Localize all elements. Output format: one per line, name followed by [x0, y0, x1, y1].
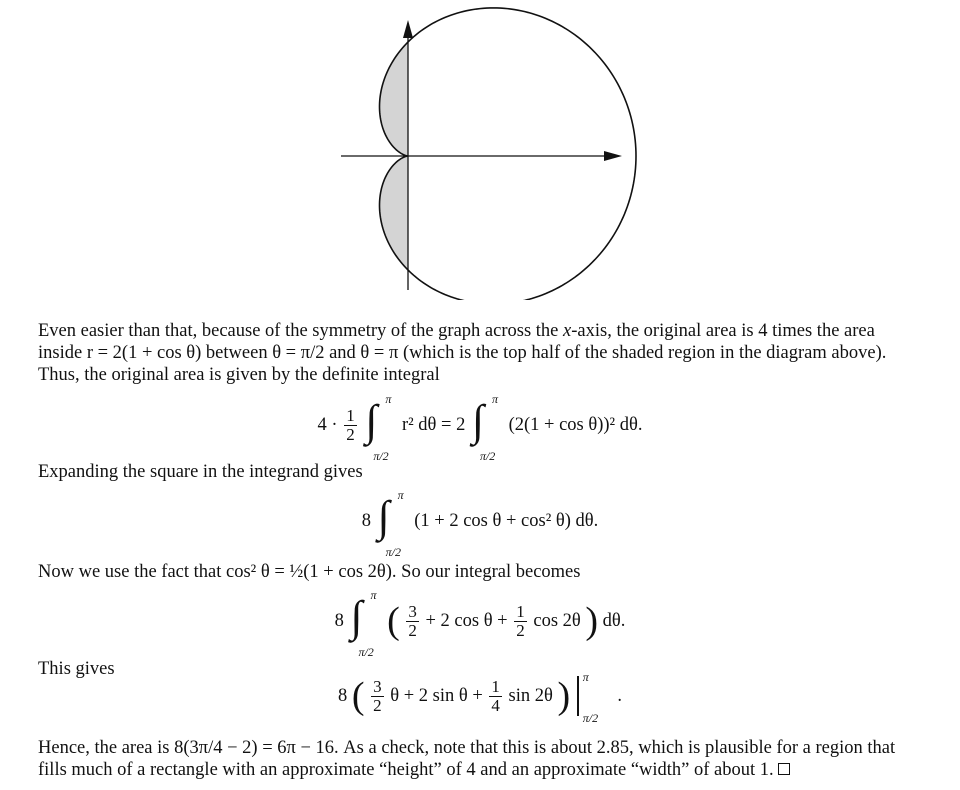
integral-sign: ∫ π π/2: [350, 588, 377, 659]
paragraph-text: Hence, the area is 8(3π/4 − 2) = 6π − 16. As a check, note that this is about 2.85, which is plausible for a region that: [38, 738, 896, 758]
equation-antiderivative: [0, 670, 960, 725]
cardioid-figure: [0, 0, 960, 300]
paragraph-text: fills much of a rectangle with an approximate “height” of 4 and an approximate “width” of about 1.: [38, 760, 774, 780]
evaluation-bar: π π/2: [577, 676, 579, 716]
right-paren: ): [557, 675, 571, 717]
fraction-one-half: $\frac{1}{2}$: [516, 601, 525, 640]
paragraph-identity: [38, 561, 938, 583]
left-paren: (: [387, 600, 400, 642]
fraction-one-half: $\frac{1}{2}$: [346, 405, 355, 444]
paragraph-text: -axis, the original area is 4 times the area: [571, 321, 875, 341]
equation-simplified: [0, 588, 960, 659]
eq-text: 8: [334, 610, 344, 631]
eq-text: + 2 cos θ +: [425, 610, 508, 631]
paragraph-text: Even easier than that, because of the symmetry of the graph across the: [38, 321, 564, 341]
fraction-three-halves: $\frac{3}{2}$: [408, 601, 417, 640]
eq-text: dθ.: [602, 610, 626, 631]
paragraph-text: Now we use the fact that cos² θ = ½(1 + cos 2θ). So our integral becomes: [38, 562, 581, 582]
integral-sign: ∫ π π/2: [365, 392, 392, 463]
eq-text: θ + 2 sin θ +: [390, 685, 483, 706]
eq-text: cos 2θ: [533, 610, 581, 631]
eq-text: 4 ·: [317, 414, 338, 435]
eq-text: (1 + 2 cos θ + cos² θ) dθ.: [414, 510, 599, 531]
cardioid-curve: [380, 8, 637, 300]
eq-text: r² dθ = 2: [401, 414, 466, 435]
equation-expanded: [0, 488, 960, 559]
y-axis-arrowhead: [403, 20, 413, 38]
equation-definite-integral: [0, 392, 960, 463]
variable-x: x: [563, 321, 572, 341]
eq-text: 8: [337, 685, 348, 706]
paragraph-text: inside r = 2(1 + cos θ) between θ = π/2 and θ = π (which is the top half of the shaded region in the diagram above).: [38, 343, 887, 363]
left-paren: (: [351, 675, 365, 717]
qed-box-icon: [778, 763, 790, 775]
right-paren: ): [585, 600, 599, 642]
eq-text: sin 2θ: [508, 685, 553, 706]
integral-sign: ∫ π π/2: [377, 488, 404, 559]
eq-text: .: [617, 685, 623, 706]
paragraph-text: Expanding the square in the integrand gives: [38, 462, 363, 482]
paragraph-text: Thus, the original area is given by the definite integral: [38, 365, 440, 385]
paragraph-conclusion: [38, 737, 938, 781]
x-axis-arrowhead: [604, 151, 622, 161]
eq-text: (2(1 + cos θ))² dθ.: [508, 414, 643, 435]
fraction-one-quarter: $\frac{1}{4}$: [491, 676, 500, 715]
eq-text: 8: [361, 510, 371, 531]
integral-sign: ∫ π π/2: [471, 392, 498, 463]
fraction-three-halves: $\frac{3}{2}$: [373, 676, 382, 715]
paragraph-text: This gives: [38, 659, 115, 679]
paragraph-symmetry: [38, 320, 938, 386]
paragraph-expanding: [38, 461, 938, 483]
